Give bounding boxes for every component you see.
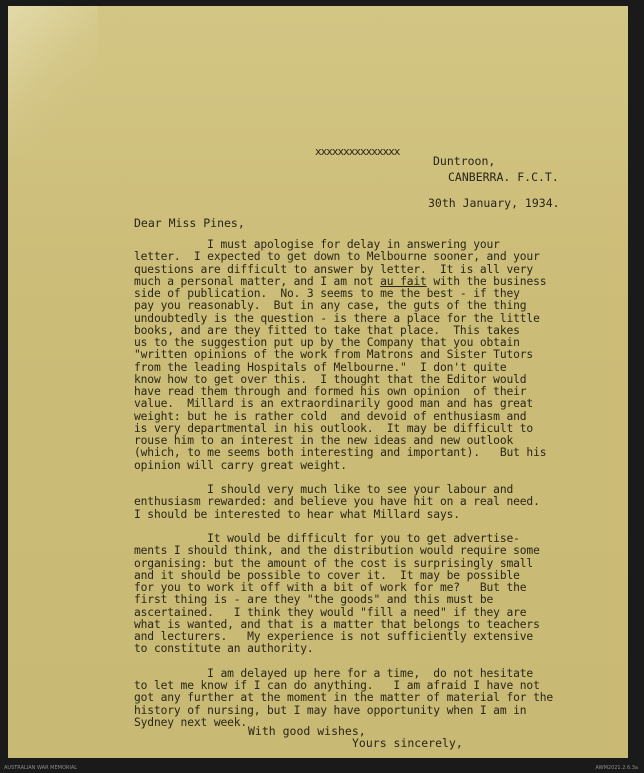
address-line-1: Duntroon, — [433, 154, 496, 168]
struck-out-text: xxxxxxxxxxxxxxx — [315, 145, 400, 158]
body-line-text: much a personal matter, and I am not — [134, 274, 381, 288]
body-line: have read them through and formed his own opinion of their — [134, 385, 527, 398]
body-line: history of nursing, but I may have opportunity when I am in — [134, 703, 527, 717]
letter-page — [8, 6, 628, 758]
body-line: opinion will carry great weight. — [134, 458, 347, 472]
body-line: for you to work it off with a bit of work for me? But the — [134, 581, 527, 594]
body-line: I must apologise for delay in answering your — [134, 238, 500, 251]
body-line: pay you reasonably. But in any case, the guts of the thing — [134, 299, 527, 313]
body-line: enthusiasm rewarded: and believe you have hit on a real need. — [134, 495, 540, 509]
body-line: letter. I expected to get down to Melbourne sooner, and your — [134, 250, 540, 264]
paper-crease — [8, 6, 98, 156]
body-line: us to the suggestion put up by the Company that you obtain — [134, 336, 520, 349]
body-line: It would be difficult for you to get advertise- — [134, 532, 520, 545]
body-line: ascertained. I think they would "fill a need" if they are — [134, 605, 527, 619]
body-line: "written opinions of the work from Matrons and Sister Tutors — [134, 348, 534, 362]
body-line: undoubtedly is the question - is there a place for the little — [134, 311, 540, 325]
body-line: and lecturers. My experience is not sufficiently extensive — [134, 630, 534, 643]
closing-line-1: With good wishes, — [248, 724, 366, 738]
body-line: (which, to me seems both interesting and important). But his — [134, 446, 547, 460]
body-line: I am delayed up here for a time, do not hesitate — [134, 666, 534, 680]
body-line: value. Millard is an extraordinarily good man and has great — [134, 397, 534, 411]
letter-date: 30th January, 1934. — [428, 196, 560, 210]
body-line: to let me know if I can do anything. I am afraid I have not — [134, 679, 540, 692]
salutation: Dear Miss Pines, — [134, 216, 245, 230]
body-line — [134, 275, 546, 288]
body-line: side of publication. No. 3 seems to me the best - if they — [134, 287, 520, 300]
body-line: from the leading Hospitals of Melbourne." I don't quite — [134, 360, 507, 374]
body-line: books, and are they fitted to take that place. This takes — [134, 323, 520, 337]
address-line-2: CANBERRA. F.C.T. — [448, 170, 559, 184]
body-line: and it should be possible to cover it. It may be possible — [134, 568, 520, 582]
body-line: what is wanted, and that is a matter that belongs to teachers — [134, 617, 540, 631]
underlined-phrase: au fait — [380, 274, 427, 288]
body-line: to constitute an authority. — [134, 642, 314, 656]
body-line: I should be interested to hear what Millard says. — [134, 507, 460, 521]
body-line: got any further at the moment in the matter of material for the — [134, 691, 554, 705]
body-line: rouse him to an interest in the new ideas and new outlook — [134, 434, 514, 447]
body-line: is very departmental in his outlook. It may be difficult to — [134, 421, 534, 435]
footer-credit: AUSTRALIAN WAR MEMORIAL — [4, 765, 78, 771]
closing-line-2: Yours sincerely, — [352, 736, 463, 750]
body-line-tail: with the business — [426, 274, 547, 288]
body-line: ments I should think, and the distribution would require some — [134, 544, 540, 558]
body-line: weight: but he is rather cold and devoid of enthusiasm and — [134, 409, 527, 423]
body-line: know how to get over this. I thought that the Editor would — [134, 372, 527, 386]
footer-reference: AWM2021.2.6.3a — [595, 765, 638, 771]
body-line: I should very much like to see your labour and — [134, 483, 514, 496]
body-line: Sydney next week. — [134, 715, 248, 729]
body-line: questions are difficult to answer by letter. It is all very — [134, 262, 534, 276]
body-line: organising: but the amount of the cost is surprisingly small — [134, 556, 534, 570]
body-line: first thing is - are they "the goods" and this must be — [134, 593, 494, 607]
